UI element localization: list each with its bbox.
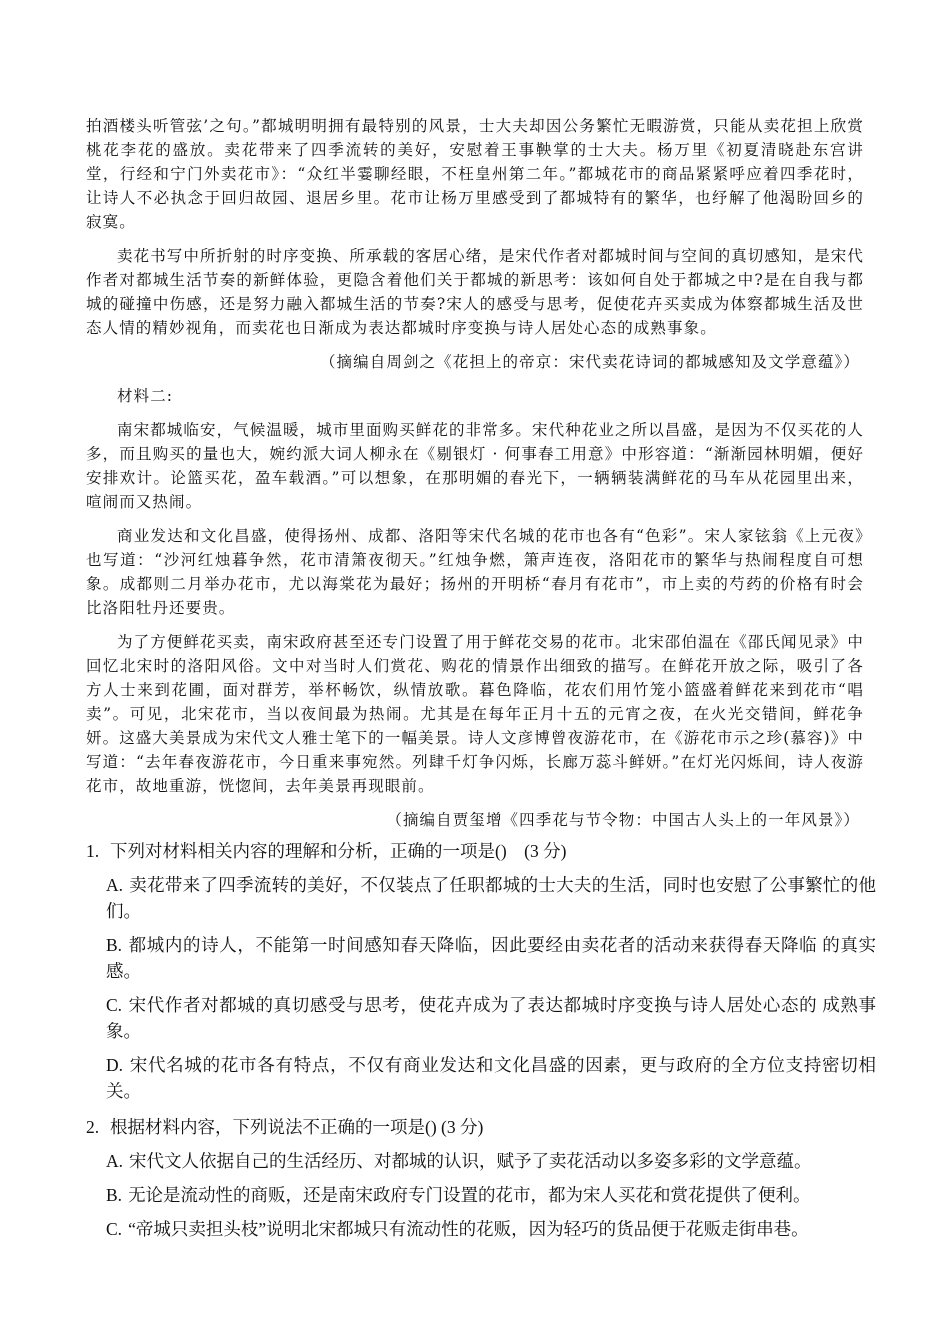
material-paragraph-2: 卖花书写中所折射的时序变换、所承载的客居心绪，是宋代作者对都城时间与空间的真切感知，是宋代作者对都城生活节奏的新鲜体验，更隐含着他们关于都城的新思考：该如何自处于都城之中?是在自我与都城的碰撞中伤感，还是努力融入都城生活的节奏?宋人的感受与思考，促使花卉买卖成为体察都城生活及世态人情的精妙视角，而卖花也日渐成为表达都城时序变换与诗人居处心态的成熟事象。 — [86, 247, 865, 337]
question-stem — [86, 1114, 876, 1140]
option-letter: A. — [106, 1151, 124, 1171]
option-b[interactable] — [106, 932, 876, 984]
option-b[interactable] — [106, 1182, 876, 1208]
option-letter: B. — [106, 1185, 123, 1205]
question-number: 1. — [86, 841, 100, 861]
option-text: 都城内的诗人，不能第一时间感知春天降临，因此要经由卖花者的活动来获得春天降临 的真实感。 — [106, 935, 876, 981]
question-stem — [86, 838, 876, 864]
material-2-paragraph-1: 南宋都城临安，气候温暖，城市里面购买鲜花的非常多。宋代种花业之所以昌盛，是因为不仅买花的人多，而且购买的量也大，婉约派大词人柳永在《剔银灯 · 何事春工用意》中形容道：“渐渐园林明媚，便好安排欢计。论篮买花，盈车载酒。”可以想象，在那明媚的春光下，一辆辆装满鲜花的马车从花园里出来，喧闹而又热闹。 — [86, 421, 865, 511]
question-text: 根据材料内容，下列说法不正确的一项是() (3 分) — [110, 1117, 484, 1137]
question-list — [86, 838, 876, 1252]
material-paragraph-1: 拍酒楼头听管弦’之句。”都城明明拥有最特别的风景，士大夫却因公务繁忙无暇游赏，只能从卖花担上欣赏桃花李花的盛放。卖花带来了四季流转的美好，安慰着王事鞅掌的士大夫。杨万里《初夏清晓赴东宫讲堂，行经和宁门外卖花市》：“众红半霎聊经眼，不枉皇州第二年。”都城花市的商品紧紧呼应着四季花时，让诗人不必执念于回归故园、退居乡里。花市让杨万里感受到了都城特有的繁华，也纾解了他渴盼回乡的寂寞。 — [86, 117, 864, 231]
option-text: 宋代作者对都城的真切感受与思考，使花卉成为了表达都城时序变换与诗人居处心态的 成熟事象。 — [106, 995, 876, 1041]
option-a[interactable] — [106, 1148, 876, 1174]
material-2-heading: 材料二: — [117, 387, 174, 405]
option-letter: B. — [106, 935, 123, 955]
option-letter: A. — [106, 875, 124, 895]
material-2-paragraph-2: 商业发达和文化昌盛，使得扬州、成都、洛阳等宋代名城的花市也各有“色彩”。宋人家铉翁《上元夜》也写道：“沙河红烛暮争然，花市清箫夜彻天。”红烛争燃，箫声连夜，洛阳花市的繁华与热闹程度自可想象。成都则二月举办花市，尤以海棠花为最好；扬州的开明桥“春月有花市”，市上卖的芍药的价格有时会比洛阳牡丹还要贵。 — [86, 527, 864, 617]
option-text: 卖花带来了四季流转的美好，不仅装点了任职都城的士大夫的生活，同时也安慰了公事繁忙的他们。 — [106, 875, 876, 921]
question-2 — [86, 1114, 876, 1242]
option-text: “帝城只卖担头枝”说明北宋都城只有流动性的花贩，因为轻巧的货品便于花贩走街串巷。 — [128, 1219, 809, 1239]
question-text: 下列对材料相关内容的理解和分析，正确的一项是() (3 分) — [110, 841, 567, 861]
option-text: 宋代名城的花市各有特点，不仅有商业发达和文化昌盛的因素，更与政府的全方位支持密切相关。 — [106, 1055, 876, 1101]
material-1-source: （摘编自周剑之《花担上的帝京：宋代卖花诗词的都城感知及文学意蕴》） — [319, 353, 860, 371]
option-c[interactable] — [106, 1216, 876, 1242]
option-letter: C. — [106, 995, 123, 1015]
option-a[interactable] — [106, 872, 876, 924]
material-2-paragraph-3: 为了方便鲜花买卖，南宋政府甚至还专门设置了用于鲜花交易的花市。北宋邵伯温在《邵氏闻见录》中回忆北宋时的洛阳风俗。文中对当时人们赏花、购花的情景作出细致的描写。在鲜花开放之际，吸引了各方人士来到花圃，面对群芳，举杯畅饮，纵情放歌。暮色降临，花农们用竹笼小篮盛着鲜花来到花市“唱卖”。可见，北宋花市，当以夜间最为热闹。尤其是在每年正月十五的元宵之夜，在火光交错间，鲜花争妍。这盛大美景成为宋代文人雅士笔下的一幅美景。诗人文彦博曾夜游花市，在《游花市示之珍(慕容)》中写道：“去年春夜游花市，今日重来事宛然。列肆千灯争闪烁，长廊万蕊斗鲜妍。”在灯光闪烁间，诗人夜游花市，故地重游，恍惚间，去年美景再现眼前。 — [86, 633, 865, 795]
option-letter: C. — [106, 1219, 123, 1239]
reading-material — [86, 114, 864, 842]
option-d[interactable] — [106, 1052, 876, 1104]
option-text: 宋代文人依据自己的生活经历、对都城的认识，赋予了卖花活动以多姿多彩的文学意蕴。 — [129, 1151, 812, 1171]
material-2-source: （摘编自贾玺增《四季花与节令物：中国古人头上的一年风景》） — [386, 811, 860, 829]
option-c[interactable] — [106, 992, 876, 1044]
question-number: 2. — [86, 1117, 100, 1137]
question-1 — [86, 838, 876, 1104]
option-text: 无论是流动性的商贩，还是南宋政府专门设置的花市，都为宋人买花和赏花提供了便利。 — [128, 1185, 811, 1205]
option-letter: D. — [106, 1055, 124, 1075]
